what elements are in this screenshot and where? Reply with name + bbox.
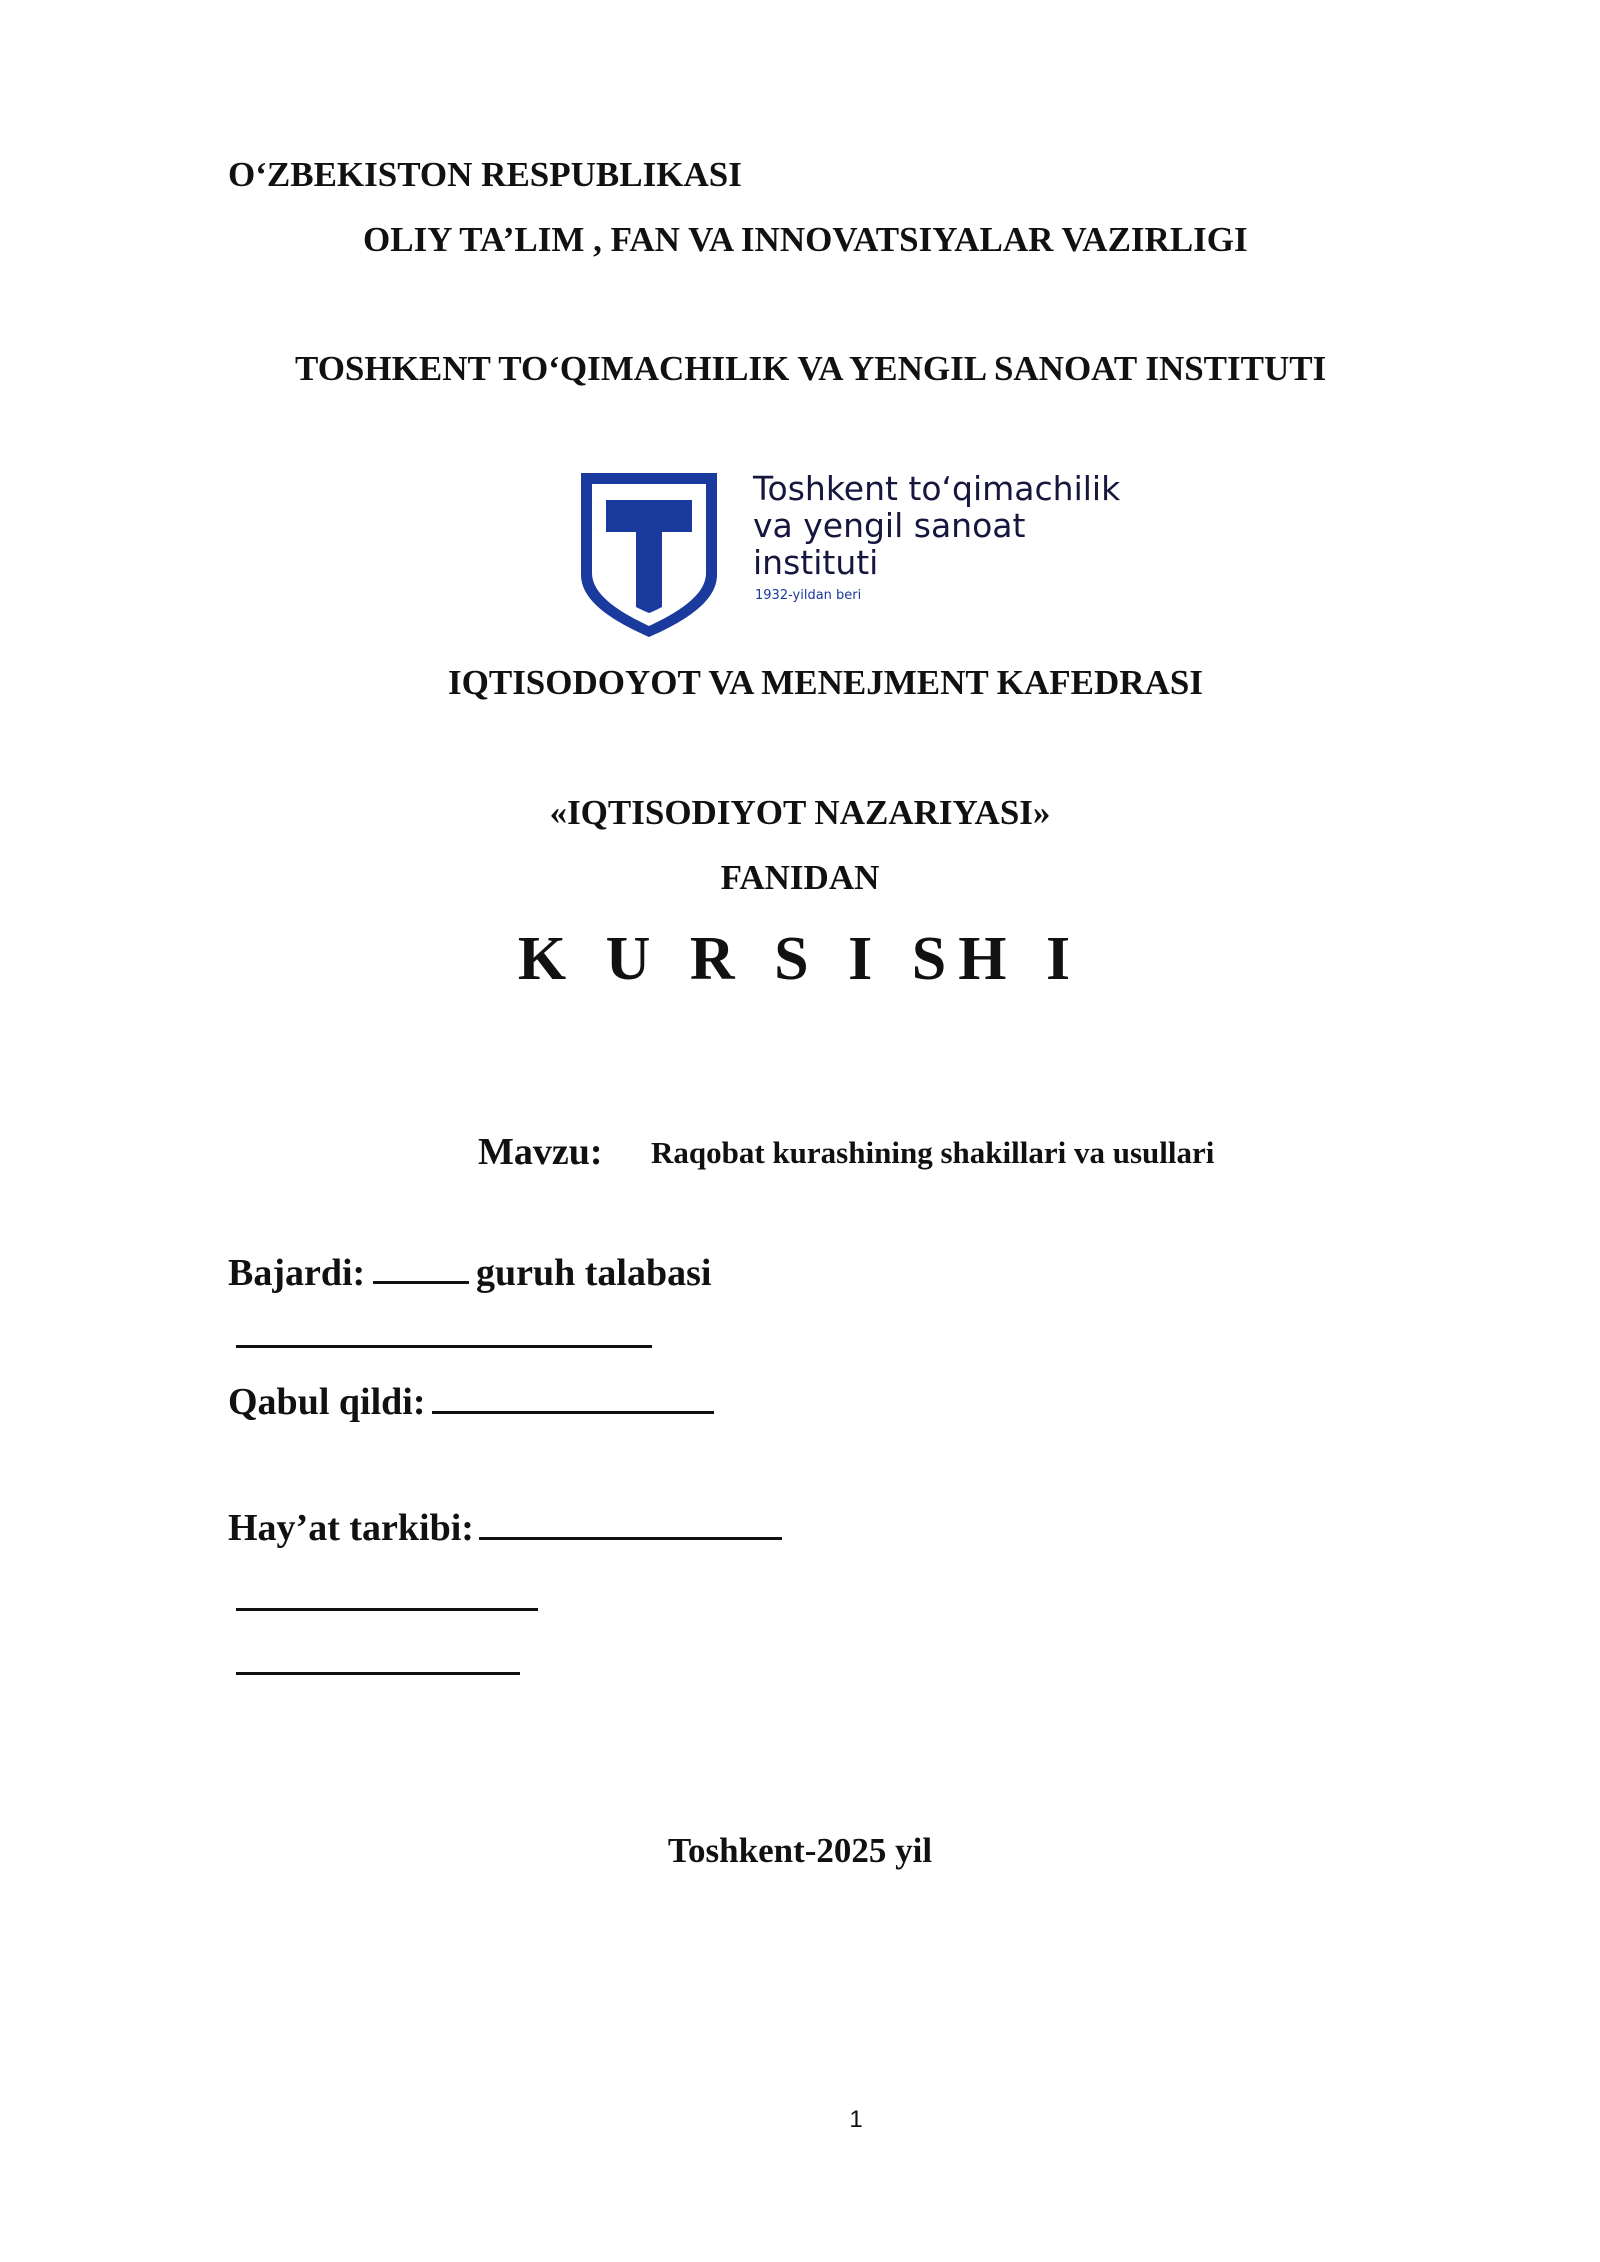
city-year: Toshkent-2025 yil bbox=[667, 1831, 933, 1870]
topic-value: Raqobat kurashining shakillari va usullari bbox=[651, 1135, 1215, 1170]
department-heading: IQTISODOYOT VA MENEJMENT KAFEDRASI bbox=[448, 663, 1203, 702]
ministry-heading: OLIY TA’LIM , FAN VA INNOVATSIYALAR VAZIRLIGI bbox=[363, 220, 1248, 259]
republic-heading: O‘ZBEKISTON RESPUBLIKASI bbox=[228, 155, 742, 194]
shield-t-icon bbox=[578, 470, 720, 640]
logo-since-text: 1932-yildan beri bbox=[755, 588, 862, 603]
performed-by-label: Bajardi: bbox=[228, 1252, 366, 1294]
commission-blank-line-2 bbox=[236, 1608, 538, 1611]
logo-text-line1: Toshkent to‘qimachilik bbox=[753, 469, 1121, 508]
document-title: K U R S I SH I bbox=[517, 925, 1083, 993]
student-name-blank-line bbox=[236, 1345, 652, 1348]
group-blank-line bbox=[373, 1281, 469, 1284]
institute-logo bbox=[578, 470, 1138, 645]
logo-text-line3: instituti bbox=[753, 543, 879, 582]
accepted-by-blank-line bbox=[432, 1411, 714, 1414]
subject-title: «IQTISODIYOT NAZARIYASI» bbox=[549, 793, 1051, 832]
commission-label: Hay’at tarkibi: bbox=[228, 1507, 474, 1549]
logo-text-line2: va yengil sanoat bbox=[753, 506, 1026, 545]
accepted-by-label: Qabul qildi: bbox=[228, 1381, 426, 1423]
subject-suffix: FANIDAN bbox=[720, 858, 880, 897]
commission-blank-line-1 bbox=[479, 1537, 782, 1540]
page-number: 1 bbox=[849, 2106, 863, 2133]
commission-blank-line-3 bbox=[236, 1672, 520, 1675]
institute-heading: TOSHKENT TO‘QIMACHILIK VA YENGIL SANOAT INSTITUTI bbox=[295, 349, 1327, 388]
performed-by-suffix: guruh talabasi bbox=[476, 1252, 712, 1294]
topic-label: Mavzu: bbox=[478, 1131, 603, 1173]
